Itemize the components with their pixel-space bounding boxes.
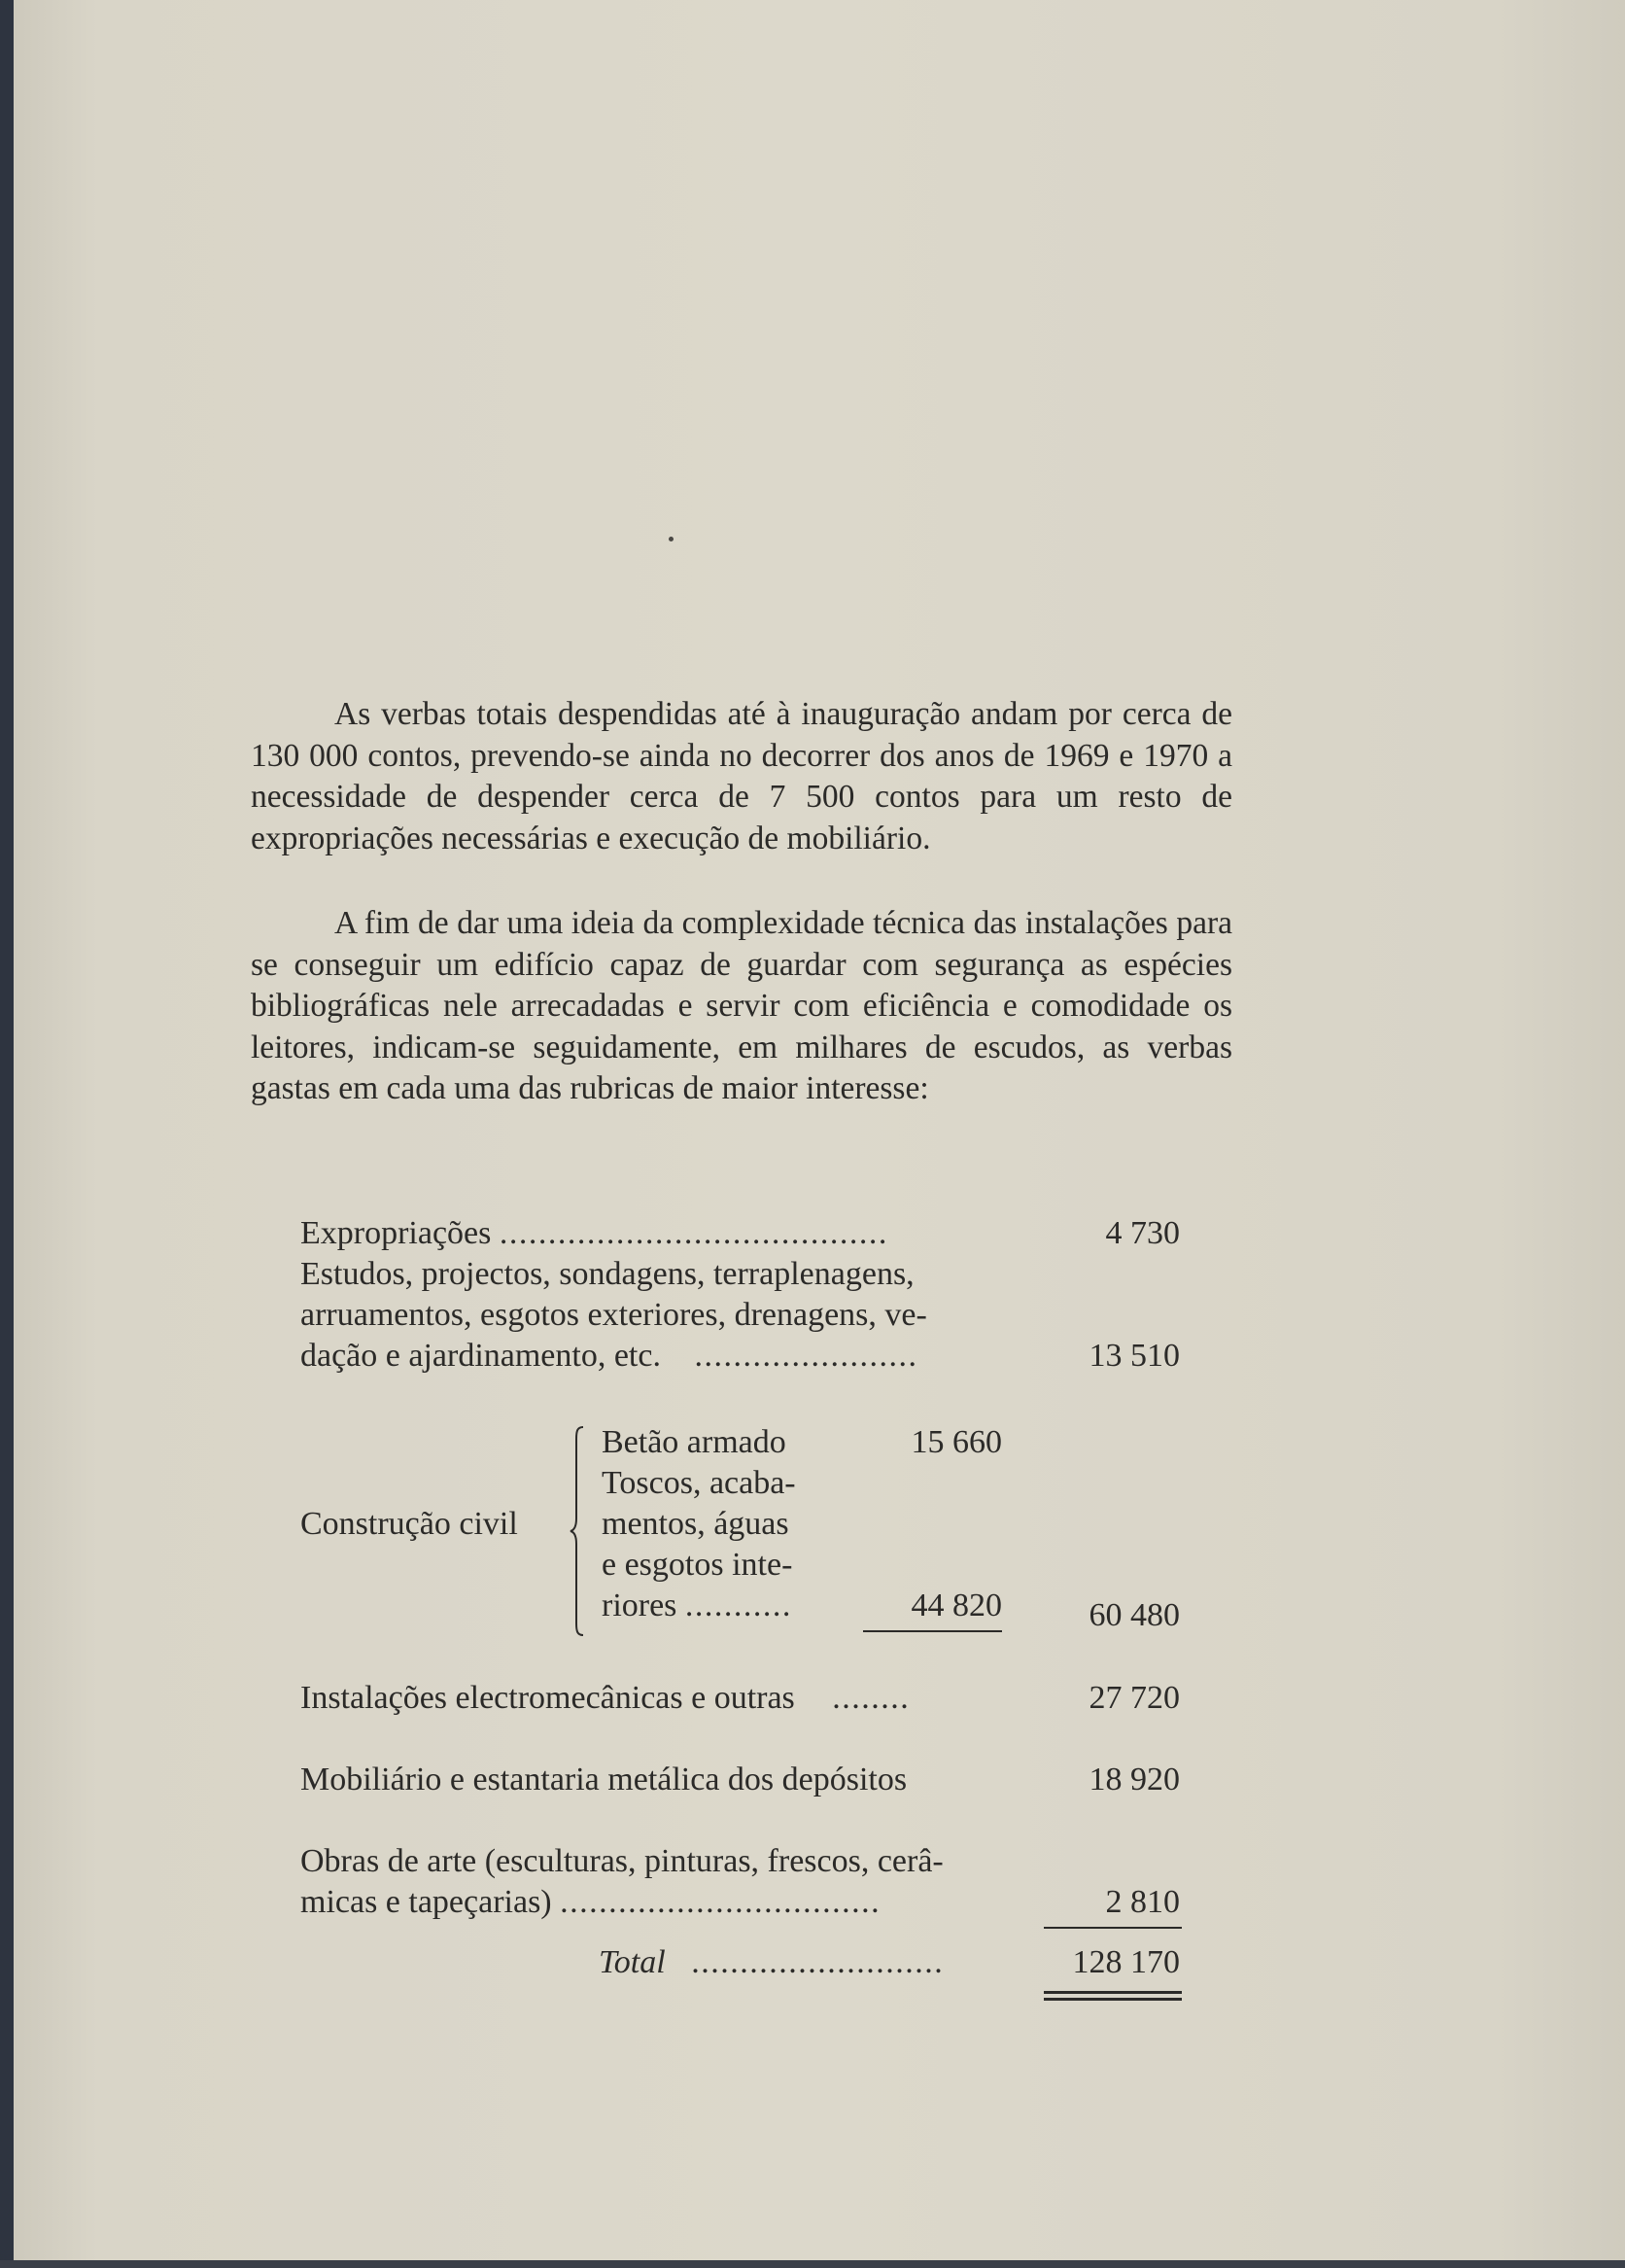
estudos-line-3: dação e ajardinamento, etc. ....................... — [300, 1338, 918, 1374]
paragraph-1: As verbas totais despendidas até à inauguração andam por cerca de 130 000 contos, prevendo-se ainda no decorrer dos anos de 1969 e 1970 a necessidade de despender cerca de 7 500 contos para um resto de expropriações necessárias e execução de mobiliário. — [251, 696, 1232, 856]
toscos-line-2: mentos, águas — [602, 1506, 789, 1542]
page-bottom-edge — [0, 2260, 1625, 2268]
value-toscos: 44 820 — [911, 1588, 1002, 1623]
leader-dots: .......................... — [691, 1944, 945, 1980]
paragraph-2: A fim de dar uma ideia da complexidade técnica das instalações para se conseguir um edifício capaz de guardar com segurança as espécies bibliográficas nele arrecadadas e servir com eficiência e comodidade os leitores, indicam-se seguidamente, em milhares de escudos, as verbas gastas em cada uma das rubricas de maior interesse: — [251, 905, 1232, 1106]
label-instalacoes: Instalações electromecânicas e outras — [300, 1680, 795, 1716]
page-binding-edge — [0, 0, 14, 2268]
leader-dots: ........... — [684, 1588, 792, 1623]
label-total: Total — [599, 1944, 666, 1980]
value-construcao-civil: 60 480 — [1089, 1597, 1180, 1633]
label-expropriacoes: Expropriações — [300, 1215, 492, 1251]
value-betao-armado: 15 660 — [911, 1424, 1002, 1460]
value-mobiliario: 18 920 — [1089, 1762, 1180, 1797]
leader-dots: ....................... — [694, 1338, 918, 1374]
estudos-line-2: arruamentos, esgotos exteriores, drenagens, ve- — [300, 1297, 927, 1333]
value-expropriacoes: 4 730 — [1105, 1215, 1180, 1251]
value-obras: 2 810 — [1105, 1884, 1180, 1920]
value-total: 128 170 — [1072, 1944, 1180, 1980]
leader-dots: ........ — [832, 1680, 911, 1716]
value-instalacoes: 27 720 — [1089, 1680, 1180, 1716]
toscos-line-3: e esgotos inte- — [602, 1547, 793, 1583]
label-betao-armado: Betão armado — [602, 1424, 786, 1460]
estudos-line-1: Estudos, projectos, sondagens, terraplenagens, — [300, 1256, 915, 1292]
total-top-rule — [1044, 1927, 1182, 1929]
leader-dots: ........................................ — [499, 1215, 888, 1251]
obras-line-1: Obras de arte (esculturas, pinturas, frescos, cerâ- — [300, 1843, 944, 1879]
value-estudos: 13 510 — [1089, 1338, 1180, 1374]
leader-dots: ................................. — [560, 1884, 882, 1920]
total-double-rule-top — [1044, 1991, 1182, 1994]
label-construcao-civil: Construção civil — [300, 1506, 518, 1542]
toscos-line-4: riores ........... — [602, 1588, 792, 1623]
total-double-rule-bottom — [1044, 1998, 1182, 2001]
ink-speck — [669, 537, 674, 541]
toscos-line-1: Toscos, acaba- — [602, 1465, 796, 1501]
row-expropriacoes — [300, 1213, 888, 1254]
subtotal-rule — [863, 1630, 1002, 1632]
label-mobiliario: Mobiliário e estantaria metálica dos depósitos — [300, 1762, 908, 1797]
curly-brace-icon — [570, 1425, 591, 1637]
row-total — [599, 1942, 944, 1983]
obras-line-2: micas e tapeçarias) ................................. — [300, 1884, 882, 1920]
row-instalacoes — [300, 1678, 910, 1719]
